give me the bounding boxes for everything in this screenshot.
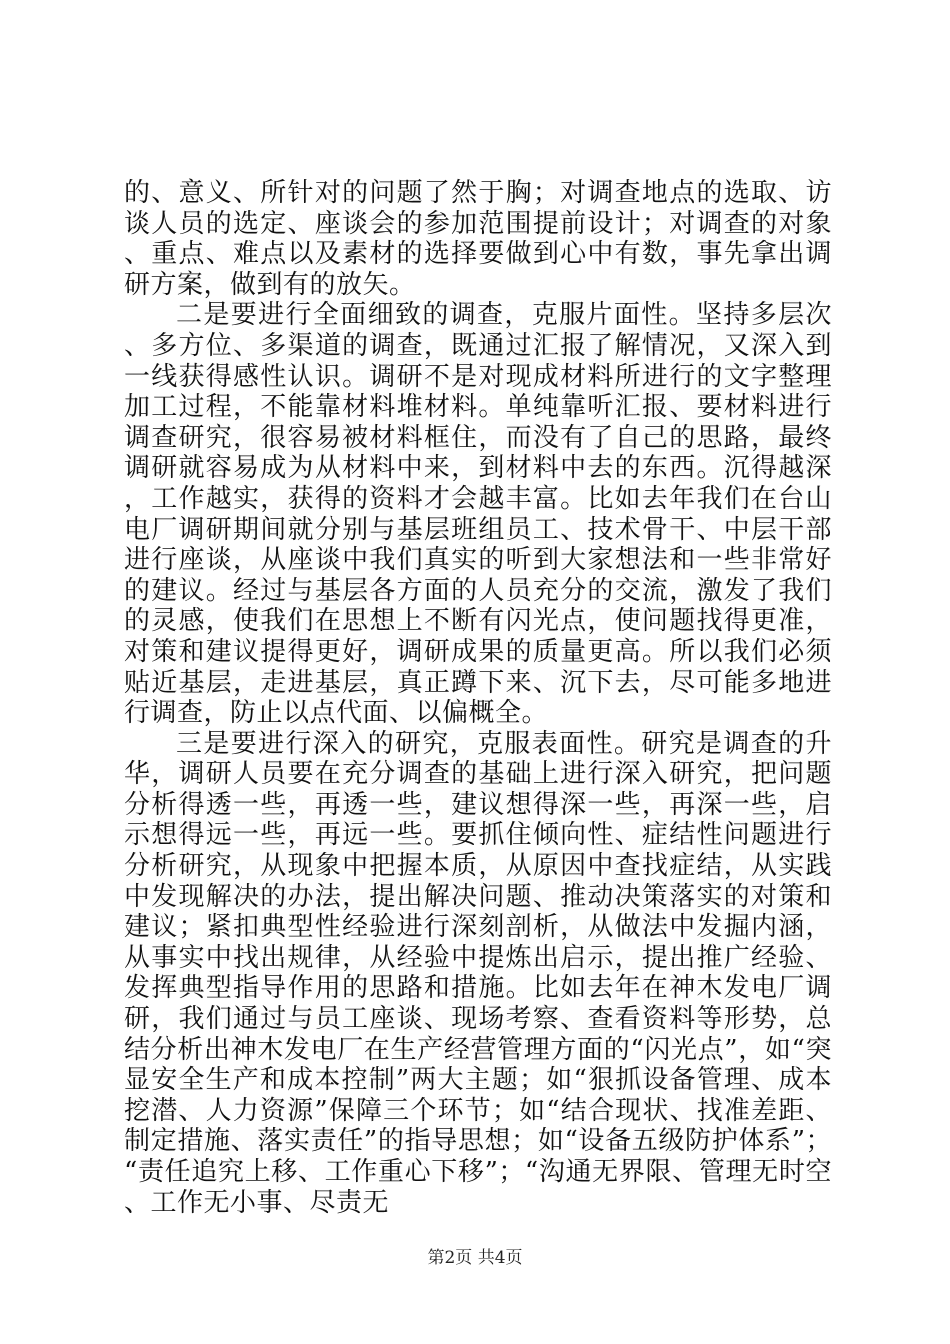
document-body xyxy=(124,178,832,1218)
paragraph-research: 三是要进行深入的研究，克服表面性。研究是调查的升华，调研人员要在充分调查的基础上进行深入研究，把问题分析得透一些，再透一些，建议想得深一些，再深一些，启示想得远一些，再远一些。要抓住倾向性、症结性问题进行分析研究，从现象中把握本质，从原因中查找症结，从实践中发现解决的办法，提出解决问题、推动决策落实的对策和建议；紧扣典型性经验进行深刻剖析，从做法中发掘内涵，从事实中找出规律，从经验中提炼出启示，提出推广经验、发挥典型指导作用的思路和措施。比如去年在神木发电厂调研，我们通过与员工座谈、现场考察、查看资料等形势，总结分析出神木发电厂在生产经营管理方面的“闪光点”，如“突显安全生产和成本控制”两大主题；如“狠抓设备管理、成本挖潜、人力资源”保障三个环节；如“结合现状、找准差距、制定措施、落实责任”的指导思想；如“设备五级防护体系”；“责任追究上移、工作重心下移”；“沟通无界限、管理无时空、工作无小事、尽责无 xyxy=(124,728,832,1218)
paragraph-continuation: 的、意义、所针对的问题了然于胸；对调查地点的选取、访谈人员的选定、座谈会的参加范围提前设计；对调查的对象、重点、难点以及素材的选择要做到心中有数，事先拿出调研方案，做到有的放矢。 xyxy=(124,178,832,300)
paragraph-investigation: 二是要进行全面细致的调查，克服片面性。坚持多层次、多方位、多渠道的调查，既通过汇报了解情况，又深入到一线获得感性认识。调研不是对现成材料所进行的文字整理加工过程，不能靠材料堆材料。单纯靠听汇报、要材料进行调查研究，很容易被材料框住，而没有了自己的思路，最终调研就容易成为从材料中来，到材料中去的东西。沉得越深，工作越实，获得的资料才会越丰富。比如去年我们在台山电厂调研期间就分别与基层班组员工、技术骨干、中层干部进行座谈，从座谈中我们真实的听到大家想法和一些非常好的建议。经过与基层各方面的人员充分的交流，激发了我们的灵感，使我们在思想上不断有闪光点，使问题找得更准，对策和建议提得更好，调研成果的质量更高。所以我们必须贴近基层，走进基层，真正蹲下来、沉下去，尽可能多地进行调查，防止以点代面、以偏概全。 xyxy=(124,300,832,729)
page-number-footer: 第2页 共4页 xyxy=(427,1248,523,1268)
